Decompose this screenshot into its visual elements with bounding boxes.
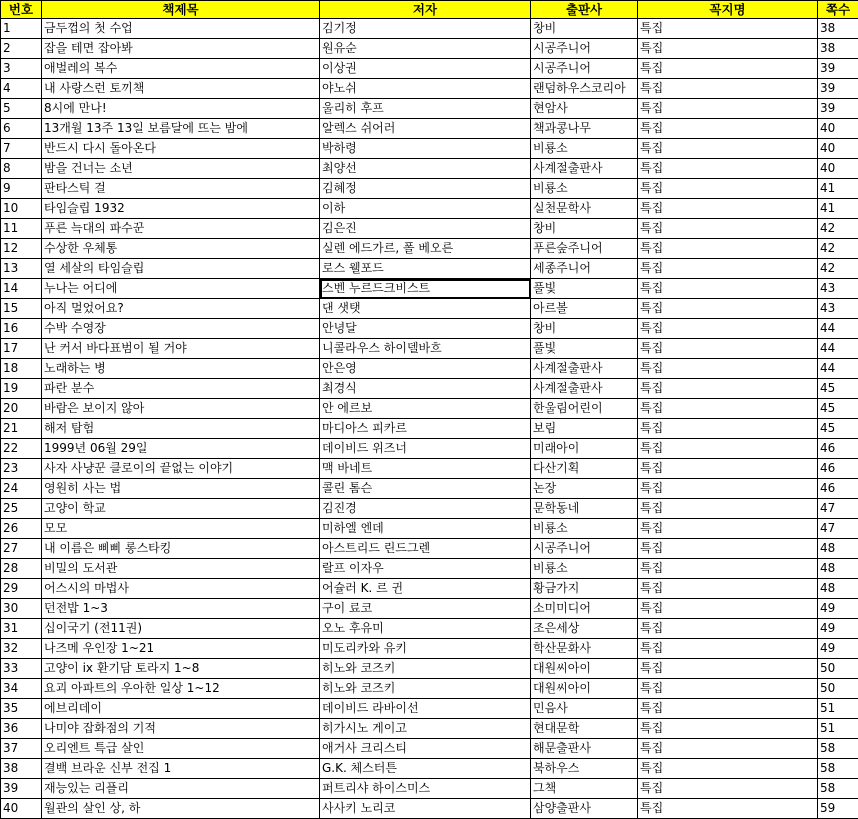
cell-publisher[interactable]: 학산문화사 xyxy=(531,639,638,659)
table-row xyxy=(1,159,858,179)
header-publisher[interactable]: 출판사 xyxy=(531,1,638,19)
cell-publisher[interactable]: 비룡소 xyxy=(531,179,638,199)
cell-number[interactable]: 13 xyxy=(1,259,42,279)
cell-section[interactable]: 특집 xyxy=(638,779,818,799)
cell-number[interactable]: 35 xyxy=(1,699,42,719)
table-row xyxy=(1,39,858,59)
cell-page[interactable]: 58 xyxy=(818,779,858,799)
cell-publisher[interactable]: 풀빛 xyxy=(531,339,638,359)
cell-number[interactable]: 38 xyxy=(1,759,42,779)
cell-number[interactable]: 30 xyxy=(1,599,42,619)
cell-title[interactable]: 재능있는 리플리 xyxy=(42,779,320,799)
cell-section[interactable]: 특집 xyxy=(638,579,818,599)
cell-publisher[interactable]: 사계절출판사 xyxy=(531,159,638,179)
table-row xyxy=(1,119,858,139)
cell-author[interactable]: G.K. 체스터튼 xyxy=(320,759,531,779)
cell-author[interactable]: 댄 샛탯 xyxy=(320,299,531,319)
table-row xyxy=(1,139,858,159)
table-row xyxy=(1,339,858,359)
cell-author[interactable]: 히노와 코즈키 xyxy=(320,659,531,679)
cell-number[interactable]: 33 xyxy=(1,659,42,679)
cell-author[interactable]: 미도리카와 유키 xyxy=(320,639,531,659)
cell-section[interactable]: 특집 xyxy=(638,799,818,819)
cell-title[interactable]: 반드시 다시 돌아온다 xyxy=(42,139,320,159)
cell-section[interactable]: 특집 xyxy=(638,99,818,119)
cell-section[interactable]: 특집 xyxy=(638,439,818,459)
cell-publisher[interactable]: 민음사 xyxy=(531,699,638,719)
cell-author[interactable]: 오노 후유미 xyxy=(320,619,531,639)
cell-title[interactable]: 결백 브라운 신부 전집 1 xyxy=(42,759,320,779)
header-title[interactable]: 책제목 xyxy=(42,1,320,19)
cell-title[interactable]: 내 사랑스런 토끼책 xyxy=(42,79,320,99)
cell-title[interactable]: 누나는 어디에 xyxy=(42,279,320,299)
cell-author[interactable]: 어슐러 K. 르 귄 xyxy=(320,579,531,599)
cell-title[interactable]: 13개월 13주 13일 보름달에 뜨는 밤에 xyxy=(42,119,320,139)
cell-author[interactable]: 히노와 코즈키 xyxy=(320,679,531,699)
cell-number[interactable]: 8 xyxy=(1,159,42,179)
cell-section[interactable]: 특집 xyxy=(638,79,818,99)
cell-number[interactable]: 10 xyxy=(1,199,42,219)
cell-author[interactable]: 아스트리드 린드그렌 xyxy=(320,539,531,559)
cell-page[interactable]: 51 xyxy=(818,719,858,739)
header-author[interactable]: 저자 xyxy=(320,1,531,19)
cell-number[interactable]: 9 xyxy=(1,179,42,199)
table-row xyxy=(1,619,858,639)
cell-number[interactable]: 5 xyxy=(1,99,42,119)
cell-author[interactable]: 이상권 xyxy=(320,59,531,79)
table-row xyxy=(1,319,858,339)
cell-publisher[interactable]: 비룡소 xyxy=(531,519,638,539)
table-row xyxy=(1,199,858,219)
cell-page[interactable]: 43 xyxy=(818,279,858,299)
cell-publisher[interactable]: 창비 xyxy=(531,219,638,239)
cell-number[interactable]: 17 xyxy=(1,339,42,359)
cell-title[interactable]: 8시에 만나! xyxy=(42,99,320,119)
cell-publisher[interactable]: 세종주니어 xyxy=(531,259,638,279)
cell-author[interactable]: 로스 웰포드 xyxy=(320,259,531,279)
cell-page[interactable]: 48 xyxy=(818,579,858,599)
cell-number[interactable]: 1 xyxy=(1,19,42,39)
cell-section[interactable]: 특집 xyxy=(638,179,818,199)
cell-publisher[interactable]: 시공주니어 xyxy=(531,39,638,59)
cell-author[interactable]: 니콜라우스 하이델바흐 xyxy=(320,339,531,359)
cell-publisher[interactable]: 황금가지 xyxy=(531,579,638,599)
cell-publisher[interactable]: 현암사 xyxy=(531,99,638,119)
cell-section[interactable]: 특집 xyxy=(638,559,818,579)
cell-publisher[interactable]: 다산기획 xyxy=(531,459,638,479)
cell-title[interactable]: 해저 탐험 xyxy=(42,419,320,439)
cell-author[interactable]: 맥 바네트 xyxy=(320,459,531,479)
header-section[interactable]: 꼭지명 xyxy=(638,1,818,19)
table-row xyxy=(1,99,858,119)
cell-number[interactable]: 40 xyxy=(1,799,42,819)
cell-publisher[interactable]: 사계절출판사 xyxy=(531,359,638,379)
cell-title[interactable]: 던전밥 1~3 xyxy=(42,599,320,619)
cell-author[interactable]: 애거사 크리스티 xyxy=(320,739,531,759)
cell-author[interactable]: 김기정 xyxy=(320,19,531,39)
table-row xyxy=(1,239,858,259)
cell-author[interactable]: 스벤 누르드크비스트 xyxy=(320,279,531,299)
cell-publisher[interactable]: 소미미디어 xyxy=(531,599,638,619)
cell-page[interactable]: 48 xyxy=(818,559,858,579)
table-row xyxy=(1,279,858,299)
cell-page[interactable]: 40 xyxy=(818,159,858,179)
cell-title[interactable]: 오리엔트 특급 살인 xyxy=(42,739,320,759)
cell-author[interactable]: 랄프 이자우 xyxy=(320,559,531,579)
cell-title[interactable]: 모모 xyxy=(42,519,320,539)
cell-number[interactable]: 19 xyxy=(1,379,42,399)
cell-page[interactable]: 51 xyxy=(818,699,858,719)
table-row xyxy=(1,499,858,519)
cell-title[interactable]: 내 이름은 삐삐 롱스타킹 xyxy=(42,539,320,559)
cell-author[interactable]: 이하 xyxy=(320,199,531,219)
cell-author[interactable]: 최양선 xyxy=(320,159,531,179)
cell-publisher[interactable]: 보림 xyxy=(531,419,638,439)
cell-section[interactable]: 특집 xyxy=(638,719,818,739)
cell-title[interactable]: 영원히 사는 법 xyxy=(42,479,320,499)
table-row xyxy=(1,799,858,819)
cell-section[interactable]: 특집 xyxy=(638,19,818,39)
cell-page[interactable]: 38 xyxy=(818,39,858,59)
cell-title[interactable]: 노래하는 병 xyxy=(42,359,320,379)
table-row xyxy=(1,519,858,539)
cell-number[interactable]: 7 xyxy=(1,139,42,159)
cell-author[interactable]: 데이비드 라바이선 xyxy=(320,699,531,719)
cell-number[interactable]: 36 xyxy=(1,719,42,739)
cell-section[interactable]: 특집 xyxy=(638,279,818,299)
cell-author[interactable]: 김은진 xyxy=(320,219,531,239)
cell-page[interactable]: 42 xyxy=(818,239,858,259)
cell-publisher[interactable]: 비룡소 xyxy=(531,559,638,579)
cell-title[interactable]: 월관의 살인 상, 하 xyxy=(42,799,320,819)
cell-number[interactable]: 34 xyxy=(1,679,42,699)
cell-section[interactable]: 특집 xyxy=(638,619,818,639)
cell-title[interactable]: 1999년 06월 29일 xyxy=(42,439,320,459)
cell-section[interactable]: 특집 xyxy=(638,159,818,179)
cell-section[interactable]: 특집 xyxy=(638,539,818,559)
cell-publisher[interactable]: 해문출판사 xyxy=(531,739,638,759)
table-row xyxy=(1,359,858,379)
cell-page[interactable]: 58 xyxy=(818,759,858,779)
cell-publisher[interactable]: 푸른숲주니어 xyxy=(531,239,638,259)
table-row xyxy=(1,79,858,99)
cell-title[interactable]: 십이국기 (전11권) xyxy=(42,619,320,639)
cell-publisher[interactable]: 책과콩나무 xyxy=(531,119,638,139)
cell-author[interactable]: 안녕달 xyxy=(320,319,531,339)
cell-page[interactable]: 46 xyxy=(818,479,858,499)
cell-section[interactable]: 특집 xyxy=(638,459,818,479)
cell-section[interactable]: 특집 xyxy=(638,739,818,759)
cell-author[interactable]: 데이비드 위즈너 xyxy=(320,439,531,459)
cell-title[interactable]: 열 세살의 타임슬립 xyxy=(42,259,320,279)
cell-number[interactable]: 25 xyxy=(1,499,42,519)
cell-number[interactable]: 12 xyxy=(1,239,42,259)
cell-page[interactable]: 39 xyxy=(818,59,858,79)
cell-author[interactable]: 최경식 xyxy=(320,379,531,399)
cell-section[interactable]: 특집 xyxy=(638,399,818,419)
table-row xyxy=(1,19,858,39)
table-row xyxy=(1,179,858,199)
table-row xyxy=(1,739,858,759)
cell-page[interactable]: 40 xyxy=(818,139,858,159)
cell-page[interactable]: 49 xyxy=(818,619,858,639)
cell-number[interactable]: 2 xyxy=(1,39,42,59)
cell-number[interactable]: 39 xyxy=(1,779,42,799)
cell-publisher[interactable]: 삼양출판사 xyxy=(531,799,638,819)
cell-page[interactable]: 41 xyxy=(818,199,858,219)
cell-page[interactable]: 45 xyxy=(818,419,858,439)
cell-title[interactable]: 나미야 잡화점의 기적 xyxy=(42,719,320,739)
cell-section[interactable]: 특집 xyxy=(638,219,818,239)
table-row xyxy=(1,539,858,559)
cell-page[interactable]: 58 xyxy=(818,739,858,759)
cell-title[interactable]: 판타스틱 걸 xyxy=(42,179,320,199)
cell-number[interactable]: 14 xyxy=(1,279,42,299)
table-row xyxy=(1,419,858,439)
cell-section[interactable]: 특집 xyxy=(638,139,818,159)
cell-page[interactable]: 45 xyxy=(818,379,858,399)
cell-publisher[interactable]: 그책 xyxy=(531,779,638,799)
table-row xyxy=(1,399,858,419)
cell-number[interactable]: 20 xyxy=(1,399,42,419)
cell-publisher[interactable]: 한울림어린이 xyxy=(531,399,638,419)
cell-section[interactable]: 특집 xyxy=(638,499,818,519)
cell-title[interactable]: 비밀의 도서관 xyxy=(42,559,320,579)
cell-section[interactable]: 특집 xyxy=(638,339,818,359)
cell-page[interactable]: 49 xyxy=(818,599,858,619)
cell-number[interactable]: 29 xyxy=(1,579,42,599)
cell-author[interactable]: 안 에르보 xyxy=(320,399,531,419)
cell-title[interactable]: 수박 수영장 xyxy=(42,319,320,339)
table-row xyxy=(1,379,858,399)
cell-page[interactable]: 48 xyxy=(818,539,858,559)
cell-section[interactable]: 특집 xyxy=(638,199,818,219)
cell-author[interactable]: 구이 료코 xyxy=(320,599,531,619)
table-row xyxy=(1,459,858,479)
cell-page[interactable]: 44 xyxy=(818,339,858,359)
cell-author[interactable]: 박하령 xyxy=(320,139,531,159)
cell-page[interactable]: 44 xyxy=(818,319,858,339)
cell-publisher[interactable]: 창비 xyxy=(531,319,638,339)
cell-author[interactable]: 히가시노 게이고 xyxy=(320,719,531,739)
cell-publisher[interactable]: 문학동네 xyxy=(531,499,638,519)
cell-number[interactable]: 37 xyxy=(1,739,42,759)
cell-publisher[interactable]: 북하우스 xyxy=(531,759,638,779)
cell-number[interactable]: 15 xyxy=(1,299,42,319)
cell-number[interactable]: 16 xyxy=(1,319,42,339)
cell-number[interactable]: 31 xyxy=(1,619,42,639)
table-row xyxy=(1,259,858,279)
cell-section[interactable]: 특집 xyxy=(638,679,818,699)
cell-page[interactable]: 39 xyxy=(818,79,858,99)
cell-publisher[interactable]: 대원씨아이 xyxy=(531,679,638,699)
cell-page[interactable]: 50 xyxy=(818,659,858,679)
cell-number[interactable]: 23 xyxy=(1,459,42,479)
cell-title[interactable]: 고양이 학교 xyxy=(42,499,320,519)
cell-author[interactable]: 사사키 노리코 xyxy=(320,799,531,819)
table-row xyxy=(1,479,858,499)
cell-section[interactable]: 특집 xyxy=(638,659,818,679)
cell-page[interactable]: 46 xyxy=(818,459,858,479)
cell-publisher[interactable]: 현대문학 xyxy=(531,719,638,739)
cell-page[interactable]: 50 xyxy=(818,679,858,699)
cell-author[interactable]: 울리히 후프 xyxy=(320,99,531,119)
cell-publisher[interactable]: 대원씨아이 xyxy=(531,659,638,679)
cell-publisher[interactable]: 실천문학사 xyxy=(531,199,638,219)
cell-publisher[interactable]: 논장 xyxy=(531,479,638,499)
table-row xyxy=(1,439,858,459)
cell-section[interactable]: 특집 xyxy=(638,239,818,259)
cell-author[interactable]: 퍼트리샤 하이스미스 xyxy=(320,779,531,799)
cell-page[interactable]: 47 xyxy=(818,519,858,539)
cell-page[interactable]: 40 xyxy=(818,119,858,139)
table-row xyxy=(1,779,858,799)
cell-page[interactable]: 59 xyxy=(818,799,858,819)
cell-title[interactable]: 난 커서 바다표범이 될 거야 xyxy=(42,339,320,359)
cell-page[interactable]: 44 xyxy=(818,359,858,379)
table-row xyxy=(1,299,858,319)
cell-author[interactable]: 실렌 에드가르, 폴 베오른 xyxy=(320,239,531,259)
cell-section[interactable]: 특집 xyxy=(638,259,818,279)
cell-section[interactable]: 특집 xyxy=(638,759,818,779)
cell-publisher[interactable]: 미래아이 xyxy=(531,439,638,459)
cell-author[interactable]: 야노쉬 xyxy=(320,79,531,99)
cell-section[interactable]: 특집 xyxy=(638,39,818,59)
cell-title[interactable]: 수상한 우체통 xyxy=(42,239,320,259)
table-row xyxy=(1,559,858,579)
cell-title[interactable]: 금두껍의 첫 수업 xyxy=(42,19,320,39)
cell-publisher[interactable]: 시공주니어 xyxy=(531,539,638,559)
cell-section[interactable]: 특집 xyxy=(638,319,818,339)
cell-publisher[interactable]: 랜덤하우스코리아 xyxy=(531,79,638,99)
cell-page[interactable]: 43 xyxy=(818,299,858,319)
cell-number[interactable]: 18 xyxy=(1,359,42,379)
cell-title[interactable]: 잡을 테면 잡아봐 xyxy=(42,39,320,59)
cell-author[interactable]: 미하엘 엔데 xyxy=(320,519,531,539)
cell-page[interactable]: 41 xyxy=(818,179,858,199)
cell-number[interactable]: 21 xyxy=(1,419,42,439)
cell-page[interactable]: 46 xyxy=(818,439,858,459)
cell-title[interactable]: 밤을 건너는 소년 xyxy=(42,159,320,179)
cell-section[interactable]: 특집 xyxy=(638,699,818,719)
cell-author[interactable]: 김진경 xyxy=(320,499,531,519)
cell-number[interactable]: 22 xyxy=(1,439,42,459)
header-row xyxy=(1,1,858,19)
cell-page[interactable]: 42 xyxy=(818,259,858,279)
table-row xyxy=(1,659,858,679)
cell-section[interactable]: 특집 xyxy=(638,59,818,79)
table-row xyxy=(1,719,858,739)
cell-publisher[interactable]: 비룡소 xyxy=(531,139,638,159)
cell-publisher[interactable]: 사계절출판사 xyxy=(531,379,638,399)
table-row xyxy=(1,219,858,239)
cell-page[interactable]: 49 xyxy=(818,639,858,659)
cell-section[interactable]: 특집 xyxy=(638,419,818,439)
cell-publisher[interactable]: 시공주니어 xyxy=(531,59,638,79)
cell-section[interactable]: 특집 xyxy=(638,359,818,379)
cell-title[interactable]: 에브리데이 xyxy=(42,699,320,719)
table-row xyxy=(1,699,858,719)
cell-author[interactable]: 마디아스 피카르 xyxy=(320,419,531,439)
table-row xyxy=(1,759,858,779)
cell-title[interactable]: 파란 분수 xyxy=(42,379,320,399)
cell-author[interactable]: 콜린 톰슨 xyxy=(320,479,531,499)
cell-title[interactable]: 어스시의 마법사 xyxy=(42,579,320,599)
cell-section[interactable]: 특집 xyxy=(638,599,818,619)
cell-title[interactable]: 푸른 늑대의 파수꾼 xyxy=(42,219,320,239)
cell-section[interactable]: 특집 xyxy=(638,519,818,539)
header-number[interactable]: 번호 xyxy=(1,1,42,19)
cell-number[interactable]: 26 xyxy=(1,519,42,539)
cell-section[interactable]: 특집 xyxy=(638,639,818,659)
cell-number[interactable]: 28 xyxy=(1,559,42,579)
cell-number[interactable]: 11 xyxy=(1,219,42,239)
cell-title[interactable]: 아직 멀었어요? xyxy=(42,299,320,319)
cell-number[interactable]: 6 xyxy=(1,119,42,139)
cell-author[interactable]: 알렉스 쉬어러 xyxy=(320,119,531,139)
table-row xyxy=(1,679,858,699)
cell-author[interactable]: 원유순 xyxy=(320,39,531,59)
cell-title[interactable]: 타임슬립 1932 xyxy=(42,199,320,219)
cell-title[interactable]: 나즈메 우인장 1~21 xyxy=(42,639,320,659)
cell-publisher[interactable]: 풀빛 xyxy=(531,279,638,299)
table-row xyxy=(1,639,858,659)
cell-publisher[interactable]: 조은세상 xyxy=(531,619,638,639)
cell-author[interactable]: 안은영 xyxy=(320,359,531,379)
cell-number[interactable]: 24 xyxy=(1,479,42,499)
header-page[interactable]: 쪽수 xyxy=(818,1,858,19)
table-row xyxy=(1,579,858,599)
cell-title[interactable]: 애벌레의 복수 xyxy=(42,59,320,79)
cell-publisher[interactable]: 아르볼 xyxy=(531,299,638,319)
cell-page[interactable]: 47 xyxy=(818,499,858,519)
cell-number[interactable]: 32 xyxy=(1,639,42,659)
cell-publisher[interactable]: 창비 xyxy=(531,19,638,39)
cell-page[interactable]: 42 xyxy=(818,219,858,239)
cell-number[interactable]: 27 xyxy=(1,539,42,559)
cell-title[interactable]: 사자 사냥꾼 클로이의 끝없는 이야기 xyxy=(42,459,320,479)
cell-section[interactable]: 특집 xyxy=(638,379,818,399)
cell-title[interactable]: 바람은 보이지 않아 xyxy=(42,399,320,419)
cell-section[interactable]: 특집 xyxy=(638,299,818,319)
cell-title[interactable]: 고양이 ix 환기담 토라지 1~8 xyxy=(42,659,320,679)
cell-page[interactable]: 39 xyxy=(818,99,858,119)
cell-author[interactable]: 김혜정 xyxy=(320,179,531,199)
table-row xyxy=(1,59,858,79)
table-row xyxy=(1,599,858,619)
cell-section[interactable]: 특집 xyxy=(638,119,818,139)
cell-section[interactable]: 특집 xyxy=(638,479,818,499)
cell-page[interactable]: 45 xyxy=(818,399,858,419)
cell-page[interactable]: 38 xyxy=(818,19,858,39)
cell-number[interactable]: 3 xyxy=(1,59,42,79)
cell-number[interactable]: 4 xyxy=(1,79,42,99)
cell-title[interactable]: 요괴 아파트의 우아한 일상 1~12 xyxy=(42,679,320,699)
